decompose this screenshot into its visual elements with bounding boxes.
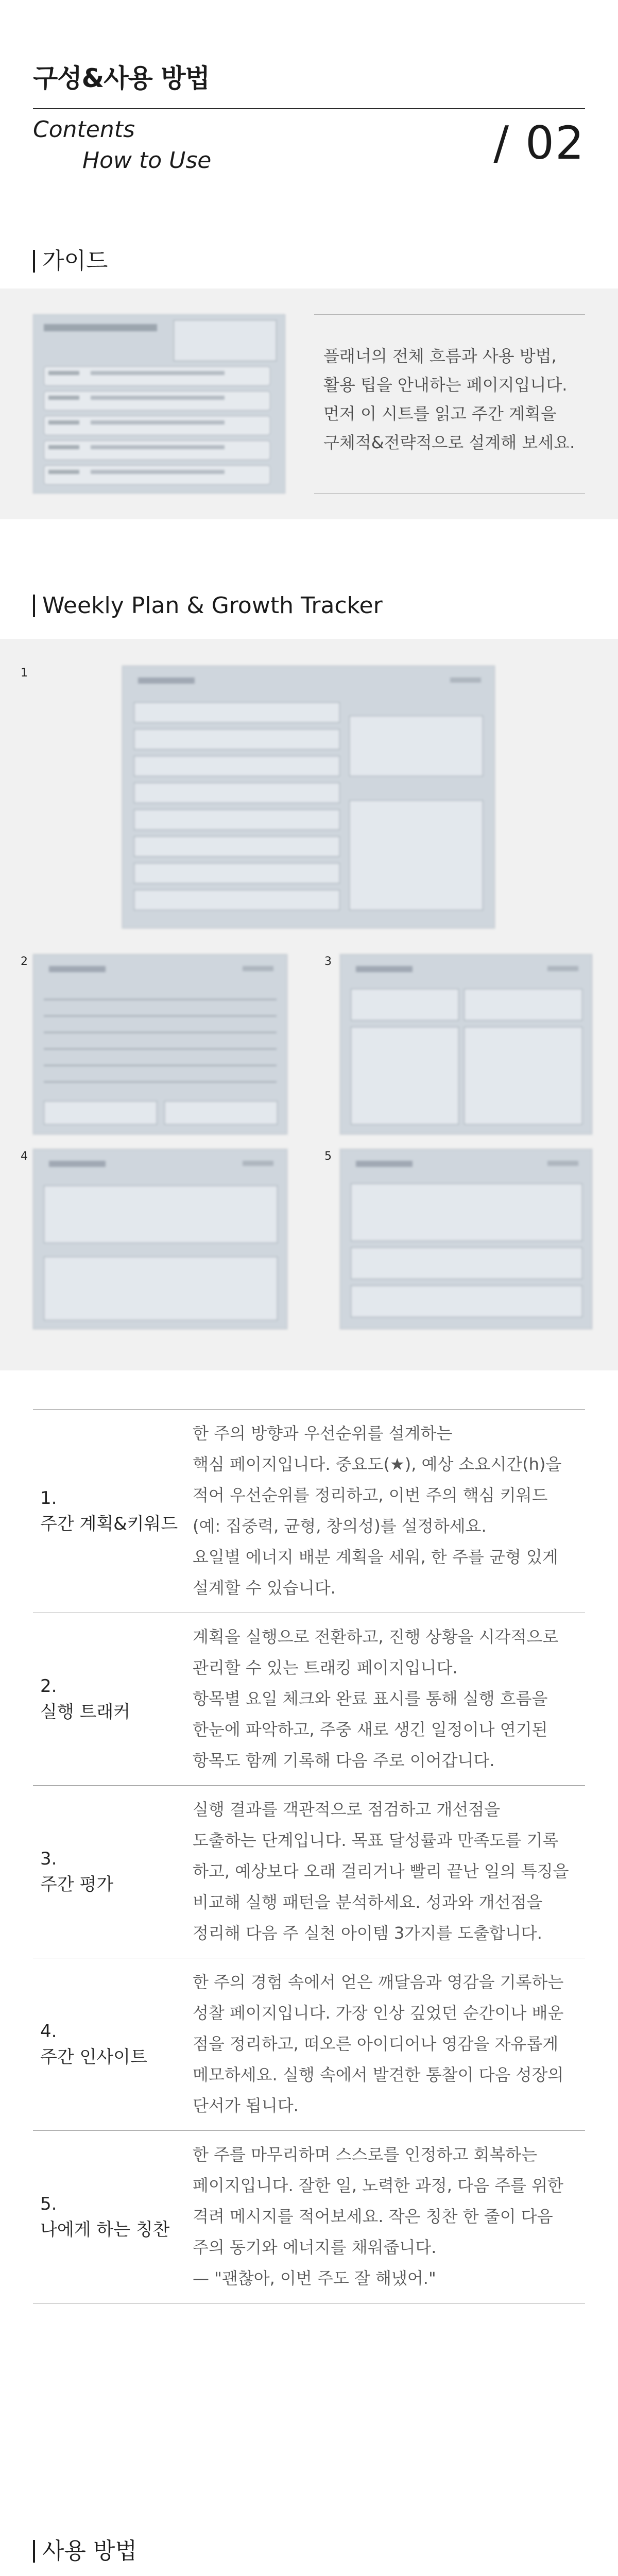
tracker-heading [33, 592, 383, 619]
row-line: 한 주의 경험 속에서 얻은 깨달음과 영감을 기록하는 [193, 1972, 564, 1992]
subtitle-how-to-use: How to Use [82, 147, 212, 174]
row-line: 설계할 수 있습니다. [193, 1578, 336, 1598]
row-body [193, 1786, 585, 1958]
row-line: 핵심 페이지입니다. 중요도(★), 예상 소요시간(h)을 [193, 1454, 562, 1474]
page-title: 구성&사용 방법 [33, 63, 210, 93]
row-line: — "괜찮아, 이번 주도 잘 해냈어." [193, 2268, 436, 2288]
guide-line: 먼저 이 시트를 읽고 주간 계획을 [323, 404, 557, 423]
row-line: 격려 메시지를 적어보세요. 작은 칭찬 한 줄이 다음 [193, 2207, 553, 2226]
guide-page-preview[interactable] [33, 314, 285, 494]
row-line: 실행 결과를 객관적으로 점검하고 개선점을 [193, 1800, 501, 1819]
row-number: 1. [40, 1488, 57, 1509]
row-line: 한 주의 방향과 우선순위를 설계하는 [193, 1423, 453, 1443]
page-label-3: 3 [324, 955, 332, 968]
row-line: 페이지입니다. 잘한 일, 노력한 과정, 다음 주를 위한 [193, 2176, 563, 2195]
tracker-section [0, 639, 618, 1370]
guide-section [0, 289, 618, 519]
page-label-4: 4 [21, 1150, 28, 1163]
row-line: 항목별 요일 체크와 완료 표시를 통해 실행 흐름을 [193, 1689, 548, 1708]
row-number: 4. [40, 2021, 57, 2042]
page-header [0, 0, 618, 206]
row-title: 나에게 하는 칭찬 [40, 2219, 170, 2240]
row-title: 주간 평가 [40, 1874, 114, 1895]
row-body [193, 1958, 585, 2130]
execution-tracker-page-preview[interactable] [33, 954, 287, 1134]
row-number: 5. [40, 2194, 57, 2214]
guide-line: 플래너의 전체 흐름과 사용 방법, [323, 346, 557, 366]
heading-bar [33, 250, 35, 273]
guide-heading [33, 242, 108, 275]
weekly-insight-page-preview[interactable] [33, 1149, 287, 1329]
row-line: 정리해 다음 주 실천 아이템 3가지를 도출합니다. [193, 1923, 542, 1943]
row-line: 도출하는 단계입니다. 목표 달성률과 만족도를 기록 [193, 1831, 559, 1850]
description-row-weekly-plan [33, 1409, 585, 1613]
heading-bar [33, 595, 35, 617]
page-number: / 02 [493, 116, 585, 170]
page-description-table [33, 1409, 585, 2303]
guide-line: 활용 팁을 안내하는 페이지입니다. [323, 375, 568, 395]
usage-heading [33, 2532, 137, 2565]
row-body [193, 2131, 585, 2303]
description-row-weekly-insight [33, 1958, 585, 2130]
subtitle-contents: Contents [33, 116, 135, 143]
row-line: (예: 집중력, 균형, 창의성)를 설정하세요. [193, 1516, 487, 1536]
weekly-plan-page-preview[interactable] [122, 666, 495, 928]
row-body [193, 1410, 585, 1613]
guide-description [314, 314, 585, 494]
page-label-1: 1 [21, 667, 28, 680]
row-title: 주간 계획&키워드 [40, 1514, 178, 1534]
header-divider [33, 108, 585, 109]
row-line: 항목도 함께 기록해 다음 주로 이어갑니다. [193, 1751, 495, 1770]
description-row-self-praise [33, 2130, 585, 2303]
row-title: 주간 인사이트 [40, 2047, 147, 2067]
row-line: 계획을 실행으로 전환하고, 진행 상황을 시각적으로 [193, 1627, 559, 1647]
page-label-2: 2 [21, 955, 28, 968]
row-line: 메모하세요. 실행 속에서 발견한 통찰이 다음 성장의 [193, 2065, 564, 2084]
row-number: 3. [40, 1849, 57, 1869]
row-line: 적어 우선순위를 정리하고, 이번 주의 핵심 키워드 [193, 1485, 548, 1505]
row-line: 관리할 수 있는 트래킹 페이지입니다. [193, 1658, 458, 1677]
row-title: 실행 트래커 [40, 1702, 131, 1722]
row-line: 하고, 예상보다 오래 걸리거나 빨리 끝난 일의 특징을 [193, 1861, 569, 1881]
weekly-review-page-preview[interactable] [340, 954, 592, 1134]
row-line: 한 주를 마무리하며 스스로를 인정하고 회복하는 [193, 2145, 538, 2164]
row-line: 한눈에 파악하고, 주중 새로 생긴 일정이나 연기된 [193, 1720, 548, 1739]
self-praise-page-preview[interactable] [340, 1149, 592, 1329]
description-row-weekly-review [33, 1785, 585, 1958]
page-label-5: 5 [324, 1150, 332, 1163]
row-line: 비교해 실행 패턴을 분석하세요. 성과와 개선점을 [193, 1892, 543, 1912]
row-body [193, 1613, 585, 1785]
guide-line: 구체적&전략적으로 설계해 보세요. [323, 433, 575, 452]
row-line: 주의 동기와 에너지를 채워줍니다. [193, 2238, 437, 2257]
description-row-execution-tracker [33, 1613, 585, 1785]
guide-heading-text: 가이드 [42, 248, 108, 274]
row-line: 단서가 됩니다. [193, 2096, 299, 2115]
heading-bar [33, 2540, 35, 2563]
row-line: 성찰 페이지입니다. 가장 인상 깊었던 순간이나 배운 [193, 2003, 564, 2023]
row-line: 점을 정리하고, 떠오른 아이디어나 영감을 자유롭게 [193, 2034, 559, 2054]
row-line: 요일별 에너지 배분 계획을 세워, 한 주를 균형 있게 [193, 1547, 558, 1567]
row-number: 2. [40, 1676, 57, 1697]
tracker-heading-text: Weekly Plan & Growth Tracker [42, 592, 383, 619]
usage-heading-text: 사용 방법 [42, 2538, 138, 2564]
